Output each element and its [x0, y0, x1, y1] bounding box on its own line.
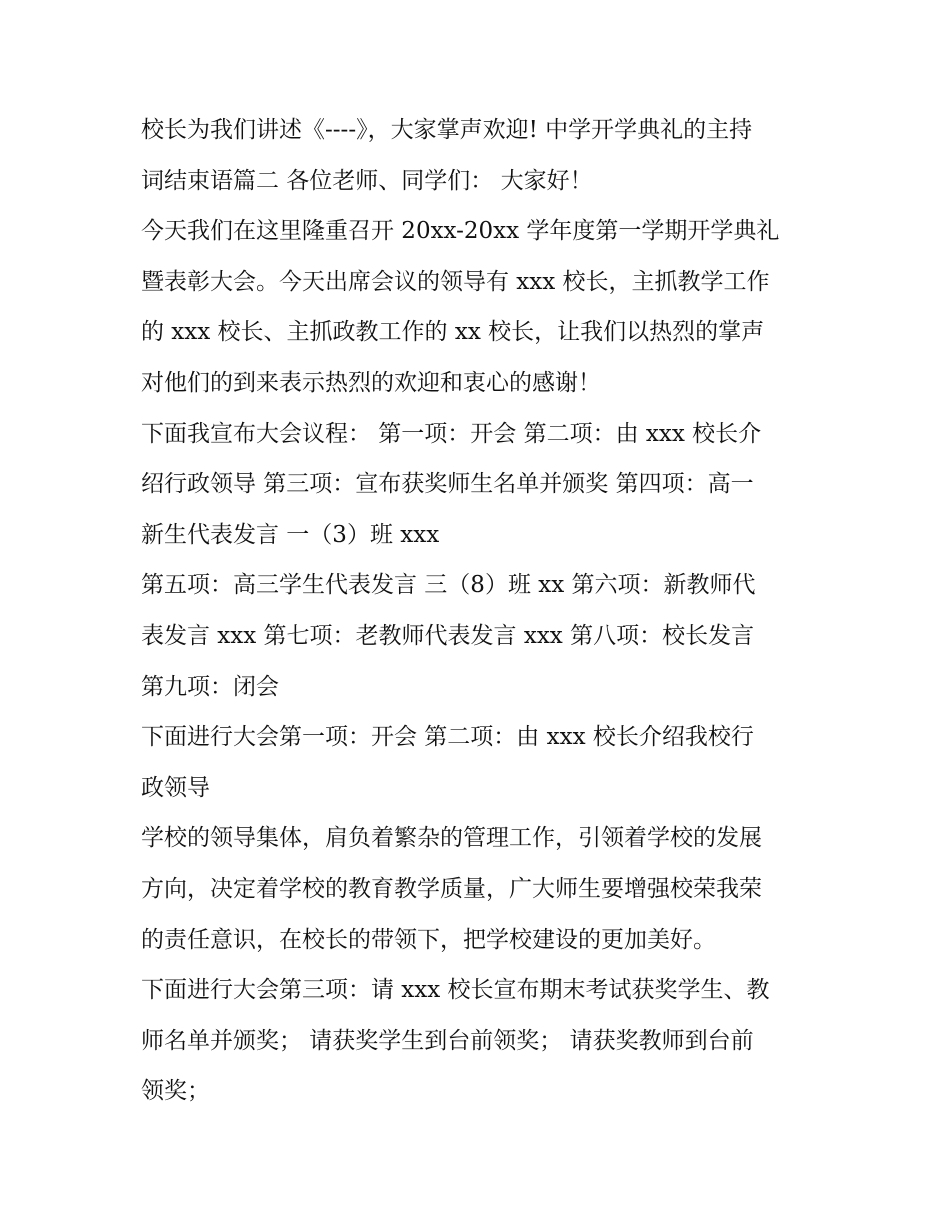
text-line: 学校的领导集体，肩负着繁杂的管理工作，引领着学校的发展	[141, 825, 762, 852]
text-line: 绍行政领导 第三项：宣布获奖师生名单并颁奖 第四项：高一	[141, 471, 754, 498]
text-line: 政领导	[141, 774, 210, 801]
text-line: 下面我宣布大会议程： 第一项：开会 第二项：由 xxx 校长介	[141, 420, 762, 447]
text-line: 领奖；	[141, 1078, 210, 1105]
text-line: 的 xxx 校长、主抓政教工作的 xx 校长，让我们以热烈的掌声	[141, 319, 765, 346]
text-line: 表发言 xxx 第七项：老教师代表发言 xxx 第八项：校长发言	[141, 622, 755, 649]
text-line: 第五项：高三学生代表发言 三（8）班 xx 第六项：新教师代	[141, 572, 756, 599]
document-body	[141, 105, 831, 1117]
text-line: 暨表彰大会。今天出席会议的领导有 xxx 校长，主抓教学工作	[141, 268, 770, 295]
text-line: 校长为我们讲述《----》，大家掌声欢迎! 中学开学典礼的主持	[141, 117, 753, 143]
text-line: 方向，决定着学校的教育教学质量，广大师生要增强校荣我荣	[141, 875, 762, 902]
text-line: 词结束语篇二 各位老师、同学们： 大家好！	[141, 167, 593, 194]
text-line: 的责任意识，在校长的带领下，把学校建设的更加美好。	[141, 926, 716, 953]
text-line: 下面进行大会第三项：请 xxx 校长宣布期末考试获奖学生、教	[141, 977, 770, 1004]
text-line: 第九项：闭会	[141, 673, 279, 700]
text-line: 下面进行大会第一项：开会 第二项：由 xxx 校长介绍我校行	[141, 724, 754, 751]
text-line: 今天我们在这里隆重召开 20xx-20xx 学年度第一学期开学典礼	[141, 218, 780, 245]
text-line: 对他们的到来表示热烈的欢迎和衷心的感谢！	[141, 369, 601, 396]
text-line: 师名单并颁奖； 请获奖学生到台前领奖； 请获奖教师到台前	[141, 1027, 754, 1054]
text-line: 新生代表发言 一（3）班 xxx	[141, 521, 440, 548]
